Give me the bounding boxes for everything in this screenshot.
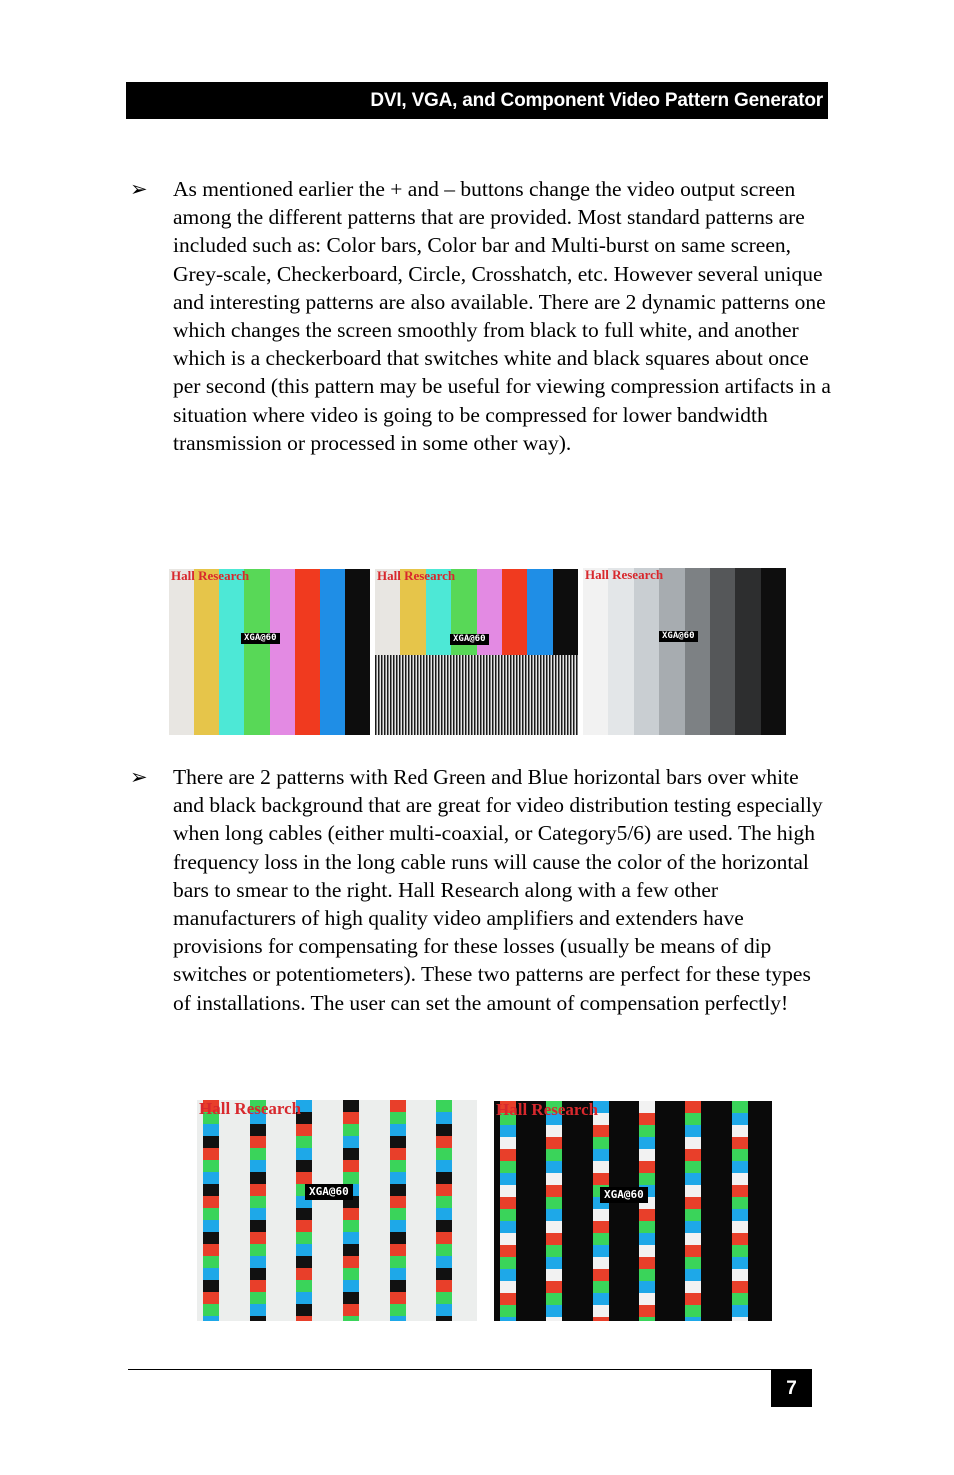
bar-segment xyxy=(343,1100,359,1112)
bar-segment xyxy=(250,1316,266,1321)
bar-segment xyxy=(546,1281,562,1293)
bar-segment xyxy=(436,1244,452,1256)
bar-segment xyxy=(203,1304,219,1316)
bar-segment xyxy=(390,1196,406,1208)
bar-segment xyxy=(343,1268,359,1280)
bar-segment xyxy=(390,1112,406,1124)
bar-segment xyxy=(593,1161,609,1173)
bar-segment xyxy=(685,1113,701,1125)
bar-segment xyxy=(436,1268,452,1280)
bar-segment xyxy=(436,1124,452,1136)
bar-segment xyxy=(203,1172,219,1184)
pattern-stripe xyxy=(502,569,527,655)
bar-segment xyxy=(732,1197,748,1209)
bar-segment xyxy=(639,1173,655,1185)
bar-segment xyxy=(732,1173,748,1185)
bar-segment xyxy=(203,1280,219,1292)
bar-segment xyxy=(250,1232,266,1244)
bar-segment xyxy=(685,1233,701,1245)
bar-segment xyxy=(639,1137,655,1149)
bar-segment xyxy=(250,1160,266,1172)
bar-segment xyxy=(593,1137,609,1149)
bar-segment xyxy=(500,1221,516,1233)
bar-segment xyxy=(250,1172,266,1184)
bar-segment xyxy=(593,1173,609,1185)
bar-segment xyxy=(639,1269,655,1281)
paragraph-patterns-overview: As mentioned earlier the + and – buttons change the video output screen among the different patterns that are provided. Most standard patterns are included such as: Color bars, Color bar and Multi-burst on same screen, Grey-scale, Checkerboard, Circle, Crosshatch, etc. However several unique and interesting patterns are also available. There are 2 dynamic patterns one which changes the screen smoothly from black to full white, and another which is a checkerboard that switches white and black squares about once per second (this pattern may be useful for viewing compression artifacts in a situation where video is going to be compressed for lower bandwidth transmission or processed in some other way). xyxy=(173,177,831,455)
bar-segment xyxy=(390,1208,406,1220)
bar-segment xyxy=(732,1125,748,1137)
bar-segment xyxy=(732,1257,748,1269)
resolution-label: XGA@60 xyxy=(241,633,280,644)
bar-segment xyxy=(436,1112,452,1124)
bar-segment xyxy=(593,1209,609,1221)
footer-rule xyxy=(128,1369,812,1370)
colorbar-multiburst-pattern-image xyxy=(375,569,578,735)
bar-segment xyxy=(436,1316,452,1321)
bar-segment xyxy=(546,1317,562,1321)
bar-segment xyxy=(203,1244,219,1256)
bar-segment xyxy=(732,1137,748,1149)
bar-segment xyxy=(639,1149,655,1161)
bar-segment xyxy=(203,1160,219,1172)
bar-segment xyxy=(593,1221,609,1233)
bar-segment xyxy=(639,1257,655,1269)
bar-segment xyxy=(250,1196,266,1208)
bar-segment xyxy=(390,1280,406,1292)
pattern-stripe xyxy=(270,569,295,735)
bar-segment xyxy=(343,1316,359,1321)
bar-segment xyxy=(390,1160,406,1172)
bar-segment xyxy=(343,1160,359,1172)
bar-segment xyxy=(390,1232,406,1244)
bar-segment xyxy=(343,1136,359,1148)
bar-segment xyxy=(685,1125,701,1137)
bar-segment xyxy=(500,1269,516,1281)
pattern-stripe xyxy=(735,568,760,735)
bar-segment xyxy=(203,1196,219,1208)
bar-segment xyxy=(296,1160,312,1172)
bar-segment xyxy=(436,1136,452,1148)
bar-segment xyxy=(546,1209,562,1221)
bar-segment xyxy=(639,1281,655,1293)
bar-column xyxy=(390,1100,406,1321)
paragraph-hbar-patterns: There are 2 patterns with Red Green and Blue horizontal bars over white and black background that are great for video distribution testing especially when long cables (either multi-coaxial, or Category5/6) are used. The high frequency loss in the long cable runs will cause the color of the horizontal bars to smear to the right. Hall Research along with a few other manufacturers of high quality video amplifiers and extenders have provisions for compensating for these losses (usually be means of dip switches or potentiometers). These two patterns are perfect for these types of installations. The user can set the amount of compensation perfectly! xyxy=(173,765,823,1015)
bar-column xyxy=(639,1101,655,1321)
bar-segment xyxy=(732,1233,748,1245)
bar-segment xyxy=(390,1244,406,1256)
bar-segment xyxy=(203,1136,219,1148)
bar-segment xyxy=(390,1292,406,1304)
pattern-stripe xyxy=(710,568,735,735)
bar-segment xyxy=(500,1305,516,1317)
bar-segment xyxy=(390,1184,406,1196)
bar-segment xyxy=(343,1232,359,1244)
bar-segment xyxy=(500,1233,516,1245)
bar-segment xyxy=(390,1148,406,1160)
bar-segment xyxy=(296,1316,312,1321)
rgb-bars-white-background-image xyxy=(197,1100,477,1321)
bar-segment xyxy=(390,1172,406,1184)
bullet-marker-2: ➢ xyxy=(130,765,148,789)
bar-segment xyxy=(203,1148,219,1160)
bar-segment xyxy=(203,1316,219,1321)
bar-segment xyxy=(732,1245,748,1257)
bar-segment xyxy=(500,1257,516,1269)
bar-segment xyxy=(639,1293,655,1305)
brand-label: Hall Research xyxy=(496,1101,599,1119)
bar-segment xyxy=(436,1208,452,1220)
bar-column xyxy=(203,1100,219,1321)
bar-segment xyxy=(546,1221,562,1233)
bar-segment xyxy=(436,1220,452,1232)
bar-segment xyxy=(732,1101,748,1113)
bar-segment xyxy=(546,1161,562,1173)
bar-segment xyxy=(343,1148,359,1160)
rgb-bars-black-background-image xyxy=(494,1101,772,1321)
bar-segment xyxy=(203,1232,219,1244)
bar-segment xyxy=(593,1245,609,1257)
bar-segment xyxy=(296,1220,312,1232)
brand-label: Hall Research xyxy=(585,568,664,582)
bar-segment xyxy=(296,1136,312,1148)
bar-column xyxy=(296,1100,312,1321)
pattern-stripe xyxy=(761,568,786,735)
bar-segment xyxy=(390,1304,406,1316)
bar-segment xyxy=(500,1125,516,1137)
bar-segment xyxy=(639,1317,655,1321)
resolution-label: XGA@60 xyxy=(659,631,698,642)
bar-segment xyxy=(500,1245,516,1257)
bar-segment xyxy=(546,1125,562,1137)
bar-segment xyxy=(343,1244,359,1256)
bar-segment xyxy=(250,1148,266,1160)
pattern-stripe xyxy=(553,569,578,655)
bar-segment xyxy=(593,1149,609,1161)
bar-column xyxy=(250,1100,266,1321)
bar-segment xyxy=(436,1148,452,1160)
bar-column xyxy=(436,1100,452,1321)
bar-segment xyxy=(436,1100,452,1112)
pattern-stripe xyxy=(194,569,219,735)
bar-column xyxy=(343,1100,359,1321)
bar-segment xyxy=(203,1220,219,1232)
pattern-stripe xyxy=(685,568,710,735)
bar-segment xyxy=(390,1124,406,1136)
bar-segment xyxy=(390,1136,406,1148)
pattern-stripe xyxy=(527,569,552,655)
bar-segment xyxy=(250,1244,266,1256)
bar-segment xyxy=(639,1101,655,1113)
bar-segment xyxy=(546,1137,562,1149)
bar-segment xyxy=(639,1233,655,1245)
bar-segment xyxy=(500,1173,516,1185)
bar-segment xyxy=(593,1317,609,1321)
bar-segment xyxy=(436,1184,452,1196)
bar-segment xyxy=(436,1280,452,1292)
bar-segment xyxy=(500,1281,516,1293)
bar-segment xyxy=(639,1209,655,1221)
bar-segment xyxy=(250,1136,266,1148)
bar-segment xyxy=(390,1220,406,1232)
greyscale-pattern-image xyxy=(583,568,786,735)
bar-column xyxy=(546,1101,562,1321)
bar-segment xyxy=(685,1173,701,1185)
bar-segment xyxy=(639,1221,655,1233)
bar-column xyxy=(593,1101,609,1321)
bar-segment xyxy=(546,1293,562,1305)
bar-segment xyxy=(639,1161,655,1173)
pattern-stripe xyxy=(659,568,684,735)
bar-segment xyxy=(639,1305,655,1317)
bar-segment xyxy=(250,1268,266,1280)
bullet-marker-1: ➢ xyxy=(130,177,148,201)
resolution-label: XGA@60 xyxy=(600,1187,648,1203)
bar-segment xyxy=(546,1305,562,1317)
bar-segment xyxy=(593,1257,609,1269)
bar-segment xyxy=(732,1209,748,1221)
bar-segment xyxy=(296,1280,312,1292)
bar-segment xyxy=(250,1184,266,1196)
pattern-stripe xyxy=(583,568,608,735)
bar-segment xyxy=(296,1304,312,1316)
bar-segment xyxy=(593,1281,609,1293)
bar-segment xyxy=(203,1292,219,1304)
bar-segment xyxy=(203,1124,219,1136)
bar-column xyxy=(500,1101,516,1321)
bar-segment xyxy=(685,1185,701,1197)
bar-segment xyxy=(296,1268,312,1280)
brand-label: Hall Research xyxy=(171,569,250,583)
page-number xyxy=(771,1370,812,1407)
pattern-stripe xyxy=(634,568,659,735)
bar-segment xyxy=(593,1233,609,1245)
bar-segment xyxy=(732,1293,748,1305)
bar-segment xyxy=(732,1269,748,1281)
bar-segment xyxy=(390,1256,406,1268)
bar-segment xyxy=(546,1149,562,1161)
bar-segment xyxy=(546,1257,562,1269)
bar-segment xyxy=(436,1160,452,1172)
resolution-label: XGA@60 xyxy=(450,634,489,645)
bar-segment xyxy=(593,1293,609,1305)
pattern-stripe xyxy=(295,569,320,735)
bar-segment xyxy=(343,1112,359,1124)
bar-segment xyxy=(546,1245,562,1257)
bar-segment xyxy=(390,1316,406,1321)
bar-segment xyxy=(685,1149,701,1161)
bar-segment xyxy=(500,1137,516,1149)
pattern-stripe xyxy=(345,569,370,735)
bar-segment xyxy=(639,1113,655,1125)
bar-segment xyxy=(732,1281,748,1293)
bar-segment xyxy=(685,1245,701,1257)
bar-segment xyxy=(296,1172,312,1184)
bar-segment xyxy=(732,1185,748,1197)
bar-segment xyxy=(500,1209,516,1221)
page-header xyxy=(126,82,828,119)
bar-segment xyxy=(685,1257,701,1269)
bar-segment xyxy=(250,1292,266,1304)
bar-segment xyxy=(296,1232,312,1244)
bar-segment xyxy=(593,1305,609,1317)
pattern-stripe xyxy=(244,569,269,735)
bar-segment xyxy=(500,1149,516,1161)
bar-segment xyxy=(685,1281,701,1293)
pattern-stripe xyxy=(169,569,194,735)
bar-segment xyxy=(250,1280,266,1292)
bar-segment xyxy=(593,1125,609,1137)
bar-column xyxy=(732,1101,748,1321)
bar-segment xyxy=(685,1293,701,1305)
bar-segment xyxy=(546,1173,562,1185)
bar-segment xyxy=(343,1280,359,1292)
resolution-label: XGA@60 xyxy=(305,1184,353,1200)
bar-segment xyxy=(250,1256,266,1268)
bar-segment xyxy=(390,1268,406,1280)
bar-segment xyxy=(546,1233,562,1245)
bar-segment xyxy=(203,1268,219,1280)
bar-segment xyxy=(500,1197,516,1209)
bar-segment xyxy=(250,1124,266,1136)
bar-segment xyxy=(343,1256,359,1268)
bar-segment xyxy=(639,1245,655,1257)
pattern-stripe xyxy=(608,568,633,735)
multiburst-area xyxy=(375,655,578,735)
bar-segment xyxy=(500,1185,516,1197)
pattern-stripe xyxy=(219,569,244,735)
bar-segment xyxy=(685,1305,701,1317)
bar-segment xyxy=(732,1161,748,1173)
bar-segment xyxy=(732,1305,748,1317)
bar-segment xyxy=(296,1256,312,1268)
bar-segment xyxy=(203,1256,219,1268)
bar-segment xyxy=(296,1244,312,1256)
bar-segment xyxy=(546,1269,562,1281)
brand-label: Hall Research xyxy=(377,569,456,583)
bar-segment xyxy=(250,1208,266,1220)
bar-segment xyxy=(296,1148,312,1160)
bar-segment xyxy=(732,1317,748,1321)
bar-segment xyxy=(685,1101,701,1113)
colorbar-pattern-image xyxy=(169,569,370,735)
bar-segment xyxy=(732,1149,748,1161)
bar-segment xyxy=(343,1304,359,1316)
bar-segment xyxy=(436,1172,452,1184)
bar-segment xyxy=(732,1221,748,1233)
bar-segment xyxy=(546,1197,562,1209)
bar-segment xyxy=(500,1317,516,1321)
brand-label: Hall Research xyxy=(199,1100,302,1118)
bar-segment xyxy=(343,1172,359,1184)
bar-segment xyxy=(685,1197,701,1209)
header-title: DVI, VGA, and Component Video Pattern Generator xyxy=(370,89,823,111)
bar-segment xyxy=(546,1185,562,1197)
bar-segment xyxy=(639,1125,655,1137)
bar-segment xyxy=(296,1208,312,1220)
bar-segment xyxy=(250,1304,266,1316)
bar-segment xyxy=(343,1292,359,1304)
bar-segment xyxy=(685,1269,701,1281)
bar-segment xyxy=(390,1100,406,1112)
bar-segment xyxy=(343,1220,359,1232)
bar-segment xyxy=(203,1208,219,1220)
bar-segment xyxy=(500,1161,516,1173)
page-number-text: 7 xyxy=(786,1377,797,1399)
bar-segment xyxy=(685,1137,701,1149)
bar-segment xyxy=(296,1124,312,1136)
bar-segment xyxy=(343,1208,359,1220)
bar-segment xyxy=(296,1292,312,1304)
pattern-stripe xyxy=(320,569,345,735)
bar-segment xyxy=(250,1220,266,1232)
bar-segment xyxy=(436,1304,452,1316)
bar-segment xyxy=(343,1124,359,1136)
bar-segment xyxy=(685,1221,701,1233)
bar-column xyxy=(685,1101,701,1321)
bar-segment xyxy=(436,1256,452,1268)
bar-segment xyxy=(203,1184,219,1196)
bar-segment xyxy=(500,1293,516,1305)
bar-segment xyxy=(436,1292,452,1304)
bar-segment xyxy=(732,1113,748,1125)
bar-segment xyxy=(685,1161,701,1173)
bar-segment xyxy=(593,1269,609,1281)
bar-segment xyxy=(436,1232,452,1244)
bar-segment xyxy=(436,1196,452,1208)
bar-segment xyxy=(685,1209,701,1221)
bar-segment xyxy=(685,1317,701,1321)
